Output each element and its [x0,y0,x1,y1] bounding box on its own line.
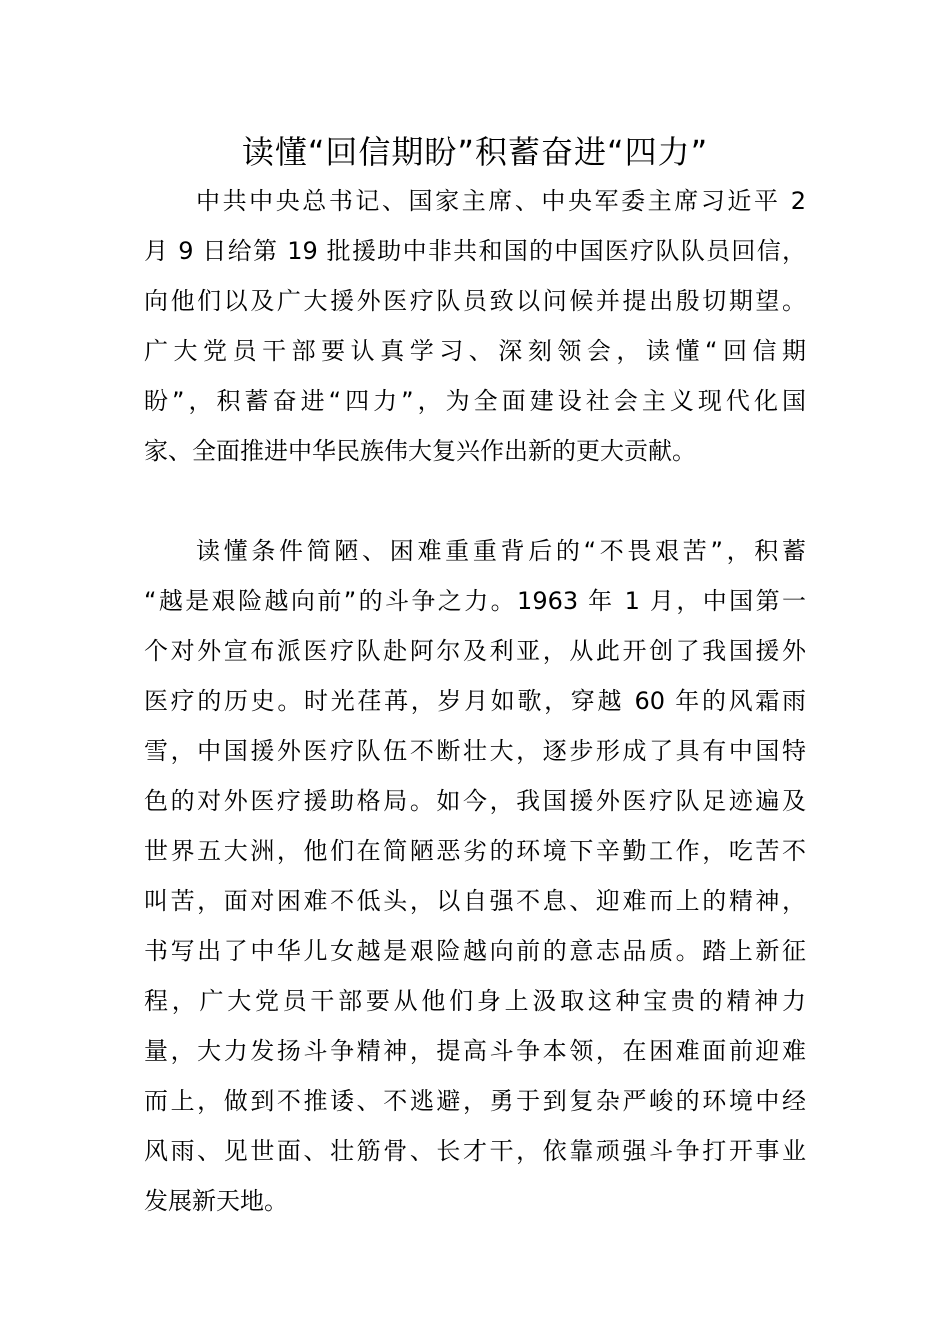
paragraph-2-line-2: “越是艰险越向前”的斗争之力。1963 年 1 月，中国第一 [144,587,806,615]
paragraph-1-line-4: 广大党员干部要认真学习、深刻领会，读懂“回信期 [144,337,806,365]
paragraph-2-line-7: 世界五大洲，他们在简陋恶劣的环境下辛勤工作，吃苦不 [144,837,806,865]
paragraph-2-line-1: 读懂条件简陋、困难重重背后的“不畏艰苦”，积蓄 [196,537,806,565]
paragraph-2-line-14: 发展新天地。 [144,1187,288,1215]
paragraph-2-line-9: 书写出了中华儿女越是艰险越向前的意志品质。踏上新征 [144,937,806,965]
paragraph-1-line-2: 月 9 日给第 19 批援助中非共和国的中国医疗队队员回信， [144,237,806,265]
paragraph-2-line-6: 色的对外医疗援助格局。如今，我国援外医疗队足迹遍及 [144,787,806,815]
paragraph-2-line-4: 医疗的历史。时光荏苒，岁月如歌，穿越 60 年的风霜雨 [144,687,806,715]
paragraph-2-line-5: 雪，中国援外医疗队伍不断壮大，逐步形成了具有中国特 [144,737,806,765]
document-title: 读懂“回信期盼”积蓄奋进“四力” [241,133,709,171]
paragraph-2-line-3: 个对外宣布派医疗队赴阿尔及利亚，从此开创了我国援外 [144,637,806,665]
paragraph-2-line-11: 量，大力发扬斗争精神，提高斗争本领，在困难面前迎难 [144,1037,806,1065]
paragraph-1-line-3: 向他们以及广大援外医疗队员致以问候并提出殷切期望。 [144,287,806,315]
paragraph-2-line-8: 叫苦，面对困难不低头，以自强不息、迎难而上的精神， [144,887,806,915]
paragraph-2-line-12: 而上，做到不推诿、不逃避，勇于到复杂严峻的环境中经 [144,1087,806,1115]
paragraph-1-line-1: 中共中央总书记、国家主席、中央军委主席习近平 2 [196,187,806,215]
paragraph-2-line-10: 程，广大党员干部要从他们身上汲取这种宝贵的精神力 [144,987,806,1015]
paragraph-2-line-13: 风雨、见世面、壮筋骨、长才干，依靠顽强斗争打开事业 [144,1137,806,1165]
paragraph-1-line-5: 盼”，积蓄奋进“四力”，为全面建设社会主义现代化国 [144,387,806,415]
paragraph-1-line-6: 家、全面推进中华民族伟大复兴作出新的更大贡献。 [144,437,696,465]
